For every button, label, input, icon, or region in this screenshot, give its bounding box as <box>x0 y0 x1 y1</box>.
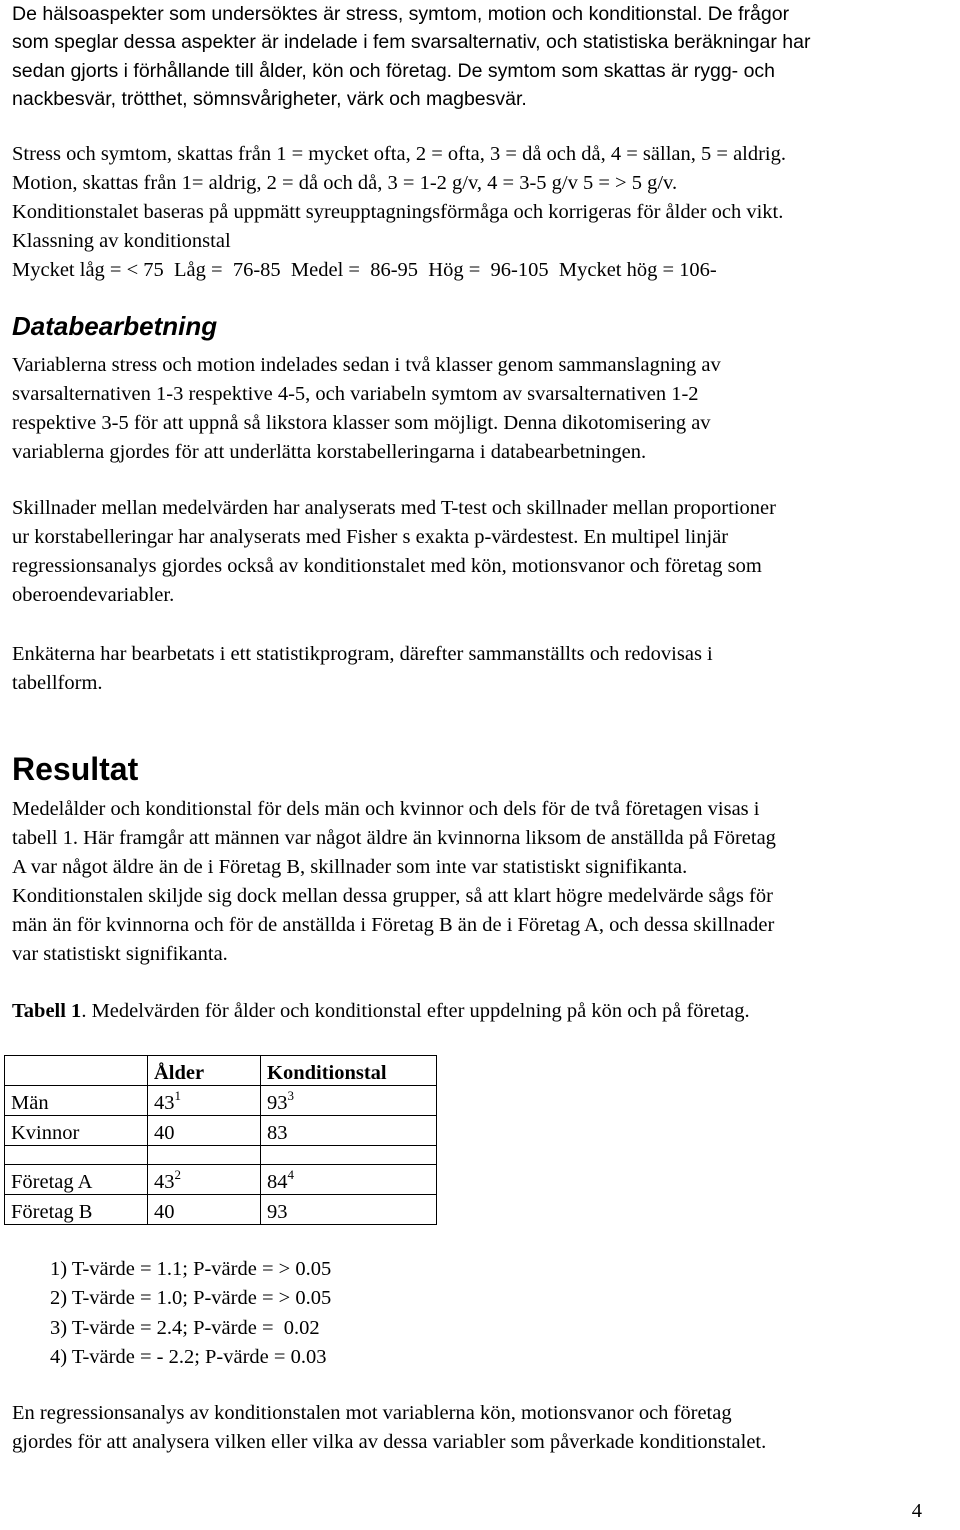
text-line: oberoendevariabler. <box>12 584 175 606</box>
age-value: 40 <box>154 1122 175 1144</box>
table-caption-label: Tabell 1 <box>12 1000 82 1022</box>
age-value: 43 <box>154 1171 175 1193</box>
text-line: svarsalternativen 1-3 respektive 4-5, och variabeln symtom av svarsalternativen 1-2 <box>12 383 699 405</box>
text-line: gjordes för att analysera vilken eller vilka av dessa variabler som påverkade konditionstalet. <box>12 1431 767 1453</box>
row-label: Kvinnor <box>5 1116 148 1146</box>
footnote: 2) T-värde = 1.0; P-värde = > 0.05 <box>50 1287 332 1310</box>
fitness-value: 83 <box>267 1122 288 1144</box>
text-line: nackbesvär, trötthet, sömnsvårigheter, värk och magbesvär. <box>12 87 527 110</box>
text-line: A var något äldre än de i Företag B, skillnader som inte var statistiskt signifikanta. <box>12 856 688 878</box>
text-line: var statistiskt signifikanta. <box>12 943 228 965</box>
row-label: Män <box>5 1086 148 1116</box>
footnote-ref: 3 <box>287 1088 294 1103</box>
age-cell <box>148 1116 261 1146</box>
text-line: Variablerna stress och motion indelades sedan i två klasser genom sammanslagning av <box>12 354 721 376</box>
text-line: Medelålder och konditionstal för dels män och kvinnor och dels för de två företagen visas i <box>12 798 760 820</box>
footnote-ref: 1 <box>174 1088 181 1103</box>
text-line: Konditionstalet baseras på uppmätt syreupptagningsförmåga och korrigeras för ålder och vikt. <box>12 201 784 223</box>
text-line: Konditionstalen skiljde sig dock mellan dessa grupper, så att klart högre medelvärde sågs för <box>12 885 773 907</box>
text-line: De hälsoaspekter som undersöktes är stress, symtom, motion och konditionstal. De frågor <box>12 3 790 25</box>
text-line: ur korstabelleringar har analyserats med Fisher s exakta p-värdestest. En multipel linjär <box>12 526 729 548</box>
text-line: variablerna gjordes för att underlätta korstabelleringarna i databearbetningen. <box>12 441 647 463</box>
row-label: Företag B <box>5 1195 148 1225</box>
fitness-cell <box>261 1195 437 1225</box>
fitness-classification: Mycket låg = < 75 Låg = 76-85 Medel = 86-95 Hög = 96-105 Mycket hög = 106- <box>12 259 717 281</box>
age-value: 40 <box>154 1201 175 1223</box>
table-caption <box>12 997 956 1026</box>
table-cell <box>148 1146 261 1165</box>
text-line: som speglar dessa aspekter är indelade i fem svarsalternativ, och statistiska beräkningar har <box>12 31 811 54</box>
text-line: Motion, skattas från 1= aldrig, 2 = då och då, 3 = 1-2 g/v, 4 = 3-5 g/v 5 = > 5 g/v. <box>12 172 678 194</box>
text-line: regressionsanalys gjordes också av konditionstalet med kön, motionsvanor och företag som <box>12 555 762 577</box>
fitness-value: 93 <box>267 1201 288 1223</box>
column-header-fitness: Konditionstal <box>261 1056 437 1086</box>
resultat-paragraph <box>12 795 956 969</box>
column-header-age: Ålder <box>148 1056 261 1086</box>
text-line: respektive 3-5 för att uppnå så likstora klasser som möjligt. Denna dikotomisering av <box>12 412 711 434</box>
table-cell <box>5 1056 148 1086</box>
fitness-cell <box>261 1165 437 1195</box>
table-header-row <box>5 1056 437 1086</box>
text-line: Enkäterna har bearbetats i ett statistikprogram, därefter sammanställts och redovisas i <box>12 643 713 665</box>
closing-paragraph <box>12 1399 956 1457</box>
table-cell <box>261 1146 437 1165</box>
row-label: Företag A <box>5 1165 148 1195</box>
table-cell <box>5 1146 148 1165</box>
table-1 <box>4 1055 437 1225</box>
databearbetning-paragraph-3 <box>12 640 956 698</box>
text-line: Klassning av konditionstal <box>12 230 231 252</box>
fitness-value: 84 <box>267 1171 288 1193</box>
table-row <box>5 1086 437 1116</box>
age-cell <box>148 1165 261 1195</box>
section-heading-databearbetning: Databearbetning <box>12 311 218 341</box>
text-line: Skillnader mellan medelvärden har analyserats med T-test och skillnader mellan proportioner <box>12 497 776 519</box>
scales-paragraph <box>12 140 956 285</box>
fitness-value: 93 <box>267 1092 288 1114</box>
footnote-ref: 2 <box>174 1167 181 1182</box>
table-row <box>5 1165 437 1195</box>
text-line: sedan gjorts i förhållande till ålder, kön och företag. De symtom som skattas är rygg- och <box>12 59 776 82</box>
footnote: 1) T-värde = 1.1; P-värde = > 0.05 <box>50 1258 332 1280</box>
table-row <box>5 1195 437 1225</box>
databearbetning-paragraph-2 <box>12 494 956 610</box>
text-line: En regressionsanalys av konditionstalen mot variablerna kön, motionsvanor och företag <box>12 1402 732 1424</box>
page-number: 4 <box>911 1500 922 1522</box>
footnote: 3) T-värde = 2.4; P-värde = 0.02 <box>50 1316 320 1339</box>
text-line: tabell 1. Här framgår att männen var något äldre än kvinnorna liksom de anställda på Företag <box>12 827 776 849</box>
text-line: tabellform. <box>12 672 103 694</box>
age-value: 43 <box>154 1092 175 1114</box>
intro-paragraph <box>12 0 956 113</box>
age-cell <box>148 1086 261 1116</box>
databearbetning-paragraph-1 <box>12 351 956 467</box>
table-spacer-row <box>5 1146 437 1165</box>
table-footnotes <box>50 1255 331 1372</box>
text-line: män än för kvinnorna och för de anställda i Företag B än de i Företag A, och dessa skillnader <box>12 914 775 936</box>
table-caption-text: . Medelvärden för ålder och konditionstal efter uppdelning på kön och på företag. <box>81 1000 750 1022</box>
fitness-cell <box>261 1086 437 1116</box>
footnote: 4) T-värde = - 2.2; P-värde = 0.03 <box>50 1345 327 1368</box>
table-row <box>5 1116 437 1146</box>
fitness-cell <box>261 1116 437 1146</box>
text-line: Stress och symtom, skattas från 1 = mycket ofta, 2 = ofta, 3 = då och då, 4 = sällan, 5 = aldrig. <box>12 143 787 165</box>
age-cell <box>148 1195 261 1225</box>
footnote-ref: 4 <box>287 1167 294 1182</box>
section-heading-resultat: Resultat <box>12 751 139 787</box>
